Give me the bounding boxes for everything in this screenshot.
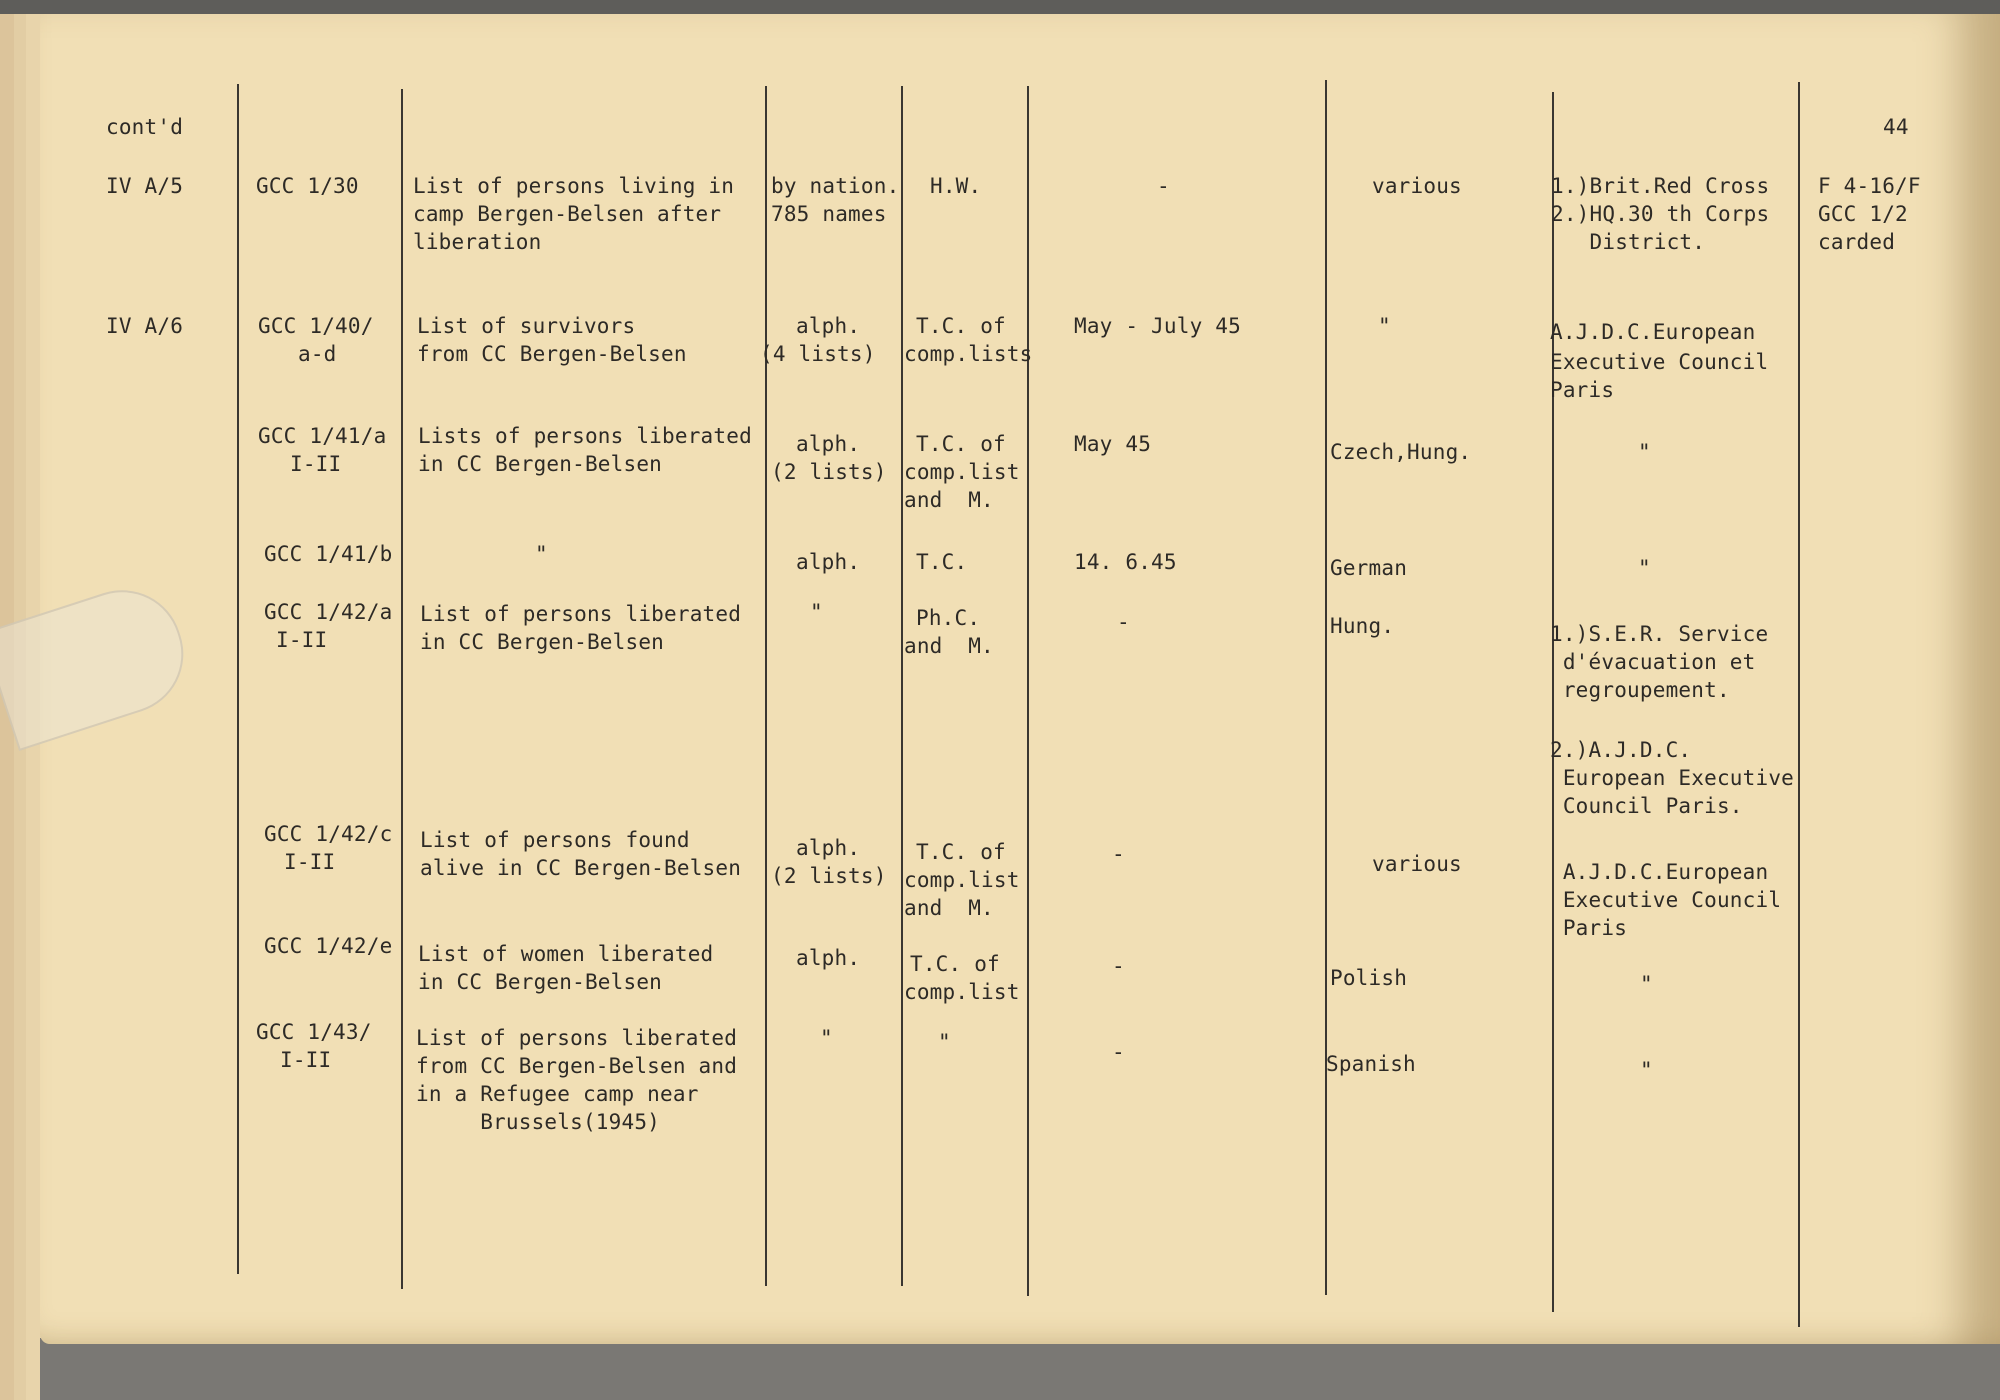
arrangement-cell: ": [820, 1026, 833, 1050]
type-cell: T.C. of: [910, 952, 1000, 976]
arrangement-cell: ": [810, 600, 823, 624]
description-cell: List of persons living in: [413, 174, 735, 198]
book-bottom-edge: [40, 1338, 2000, 1400]
arrangement-cell: alph.: [796, 550, 861, 574]
arrangement-cell: (2 lists): [771, 460, 887, 484]
ref-cell: IV A/6: [106, 314, 184, 338]
ref-cell: IV A/5: [106, 174, 184, 198]
date-cell: May 45: [1074, 432, 1152, 456]
description-cell: in CC Bergen-Belsen: [418, 970, 663, 994]
file-cell: GCC 1/41/a: [258, 424, 387, 448]
file-cell: GCC 1/43/: [256, 1020, 372, 1044]
description-cell: liberation: [413, 230, 542, 254]
type-cell: T.C.: [916, 550, 968, 574]
arrangement-cell: alph.: [796, 314, 861, 338]
source-cell: A.J.D.C.European: [1550, 860, 1769, 884]
date-cell: -: [1117, 610, 1130, 634]
type-cell: comp.lists: [904, 342, 1033, 366]
file-cell: GCC 1/42/a: [264, 600, 393, 624]
remarks-cell: GCC 1/2: [1818, 202, 1908, 226]
source-cell: 2.)HQ.30 th Corps: [1551, 202, 1770, 226]
source-cell: 1.)Brit.Red Cross: [1551, 174, 1770, 198]
nationality-cell: Czech,Hung.: [1330, 440, 1472, 464]
description-cell: from CC Bergen-Belsen and: [416, 1054, 738, 1078]
source-cell: European Executive: [1550, 766, 1795, 790]
description-cell: in CC Bergen-Belsen: [420, 630, 665, 654]
description-cell: from CC Bergen-Belsen: [417, 342, 687, 366]
source-cell: 1.)S.E.R. Service: [1550, 622, 1769, 646]
description-cell: List of survivors: [417, 314, 636, 338]
description-cell: ": [535, 542, 548, 566]
type-cell: comp.list: [904, 980, 1020, 1004]
date-cell: -: [1112, 842, 1125, 866]
description-cell: List of persons found: [420, 828, 690, 852]
document-page: [40, 14, 2000, 1344]
remarks-cell: F 4-16/F: [1818, 174, 1921, 198]
file-cell: I-II: [276, 628, 328, 652]
column-rule: [401, 89, 403, 1289]
description-cell: Brussels(1945): [416, 1110, 661, 1134]
file-cell: GCC 1/40/: [258, 314, 374, 338]
contd-label: cont'd: [106, 115, 184, 139]
file-cell: a-d: [298, 342, 337, 366]
date-cell: -: [1112, 1040, 1125, 1064]
description-cell: Lists of persons liberated: [418, 424, 752, 448]
file-cell: GCC 1/42/e: [264, 934, 393, 958]
arrangement-cell: (2 lists): [771, 864, 887, 888]
type-cell: T.C. of: [916, 840, 1006, 864]
date-cell: 14. 6.45: [1074, 550, 1177, 574]
description-cell: List of persons liberated: [416, 1026, 738, 1050]
description-cell: List of women liberated: [418, 942, 714, 966]
source-cell: ": [1638, 440, 1651, 464]
file-cell: GCC 1/42/c: [264, 822, 393, 846]
description-cell: in CC Bergen-Belsen: [418, 452, 663, 476]
type-cell: T.C. of: [916, 314, 1006, 338]
nationality-cell: various: [1372, 852, 1462, 876]
source-cell: Executive Council: [1550, 888, 1782, 912]
source-cell: d'évacuation et: [1550, 650, 1756, 674]
column-rule: [1798, 82, 1800, 1327]
arrangement-cell: alph.: [796, 946, 861, 970]
source-cell: Council Paris.: [1550, 794, 1743, 818]
column-rule: [765, 86, 767, 1286]
type-cell: T.C. of: [916, 432, 1006, 456]
column-rule: [237, 84, 239, 1274]
source-cell: 2.)A.J.D.C.: [1550, 738, 1692, 762]
description-cell: in a Refugee camp near: [416, 1082, 699, 1106]
file-cell: GCC 1/30: [256, 174, 359, 198]
page-number: 44: [1883, 115, 1909, 139]
source-cell: Paris: [1550, 916, 1628, 940]
arrangement-cell: alph.: [796, 836, 861, 860]
arrangement-cell: 785 names: [771, 202, 887, 226]
source-cell: District.: [1551, 230, 1706, 254]
type-cell: comp.list: [904, 460, 1020, 484]
file-cell: GCC 1/41/b: [264, 542, 393, 566]
column-rule: [1027, 86, 1029, 1296]
type-cell: comp.list: [904, 868, 1020, 892]
type-cell: H.W.: [930, 174, 982, 198]
source-cell: ": [1638, 556, 1651, 580]
arrangement-cell: alph.: [796, 432, 861, 456]
column-rule: [901, 86, 903, 1286]
source-cell: ": [1640, 972, 1653, 996]
nationality-cell: Spanish: [1326, 1052, 1416, 1076]
nationality-cell: various: [1372, 174, 1462, 198]
nationality-cell: Polish: [1330, 966, 1408, 990]
type-cell: and M.: [904, 634, 994, 658]
description-cell: camp Bergen-Belsen after: [413, 202, 722, 226]
source-cell: Executive Council: [1550, 350, 1769, 374]
source-cell: regroupement.: [1550, 678, 1730, 702]
nationality-cell: ": [1378, 314, 1391, 338]
date-cell: -: [1112, 954, 1125, 978]
description-cell: List of persons liberated: [420, 602, 742, 626]
arrangement-cell: by nation.: [771, 174, 900, 198]
arrangement-cell: (4 lists): [760, 342, 876, 366]
type-cell: Ph.C.: [916, 606, 981, 630]
date-cell: -: [1157, 174, 1170, 198]
file-cell: I-II: [290, 452, 342, 476]
nationality-cell: German: [1330, 556, 1408, 580]
file-cell: I-II: [280, 1048, 332, 1072]
source-cell: ": [1640, 1058, 1653, 1082]
file-cell: I-II: [284, 850, 336, 874]
remarks-cell: carded: [1818, 230, 1896, 254]
nationality-cell: Hung.: [1330, 614, 1395, 638]
column-rule: [1325, 80, 1327, 1295]
type-cell: and M.: [904, 488, 994, 512]
date-cell: May - July 45: [1074, 314, 1241, 338]
source-cell: Paris: [1550, 378, 1615, 402]
type-cell: ": [938, 1030, 951, 1054]
source-cell: A.J.D.C.European: [1550, 320, 1756, 344]
description-cell: alive in CC Bergen-Belsen: [420, 856, 742, 880]
type-cell: and M.: [904, 896, 994, 920]
